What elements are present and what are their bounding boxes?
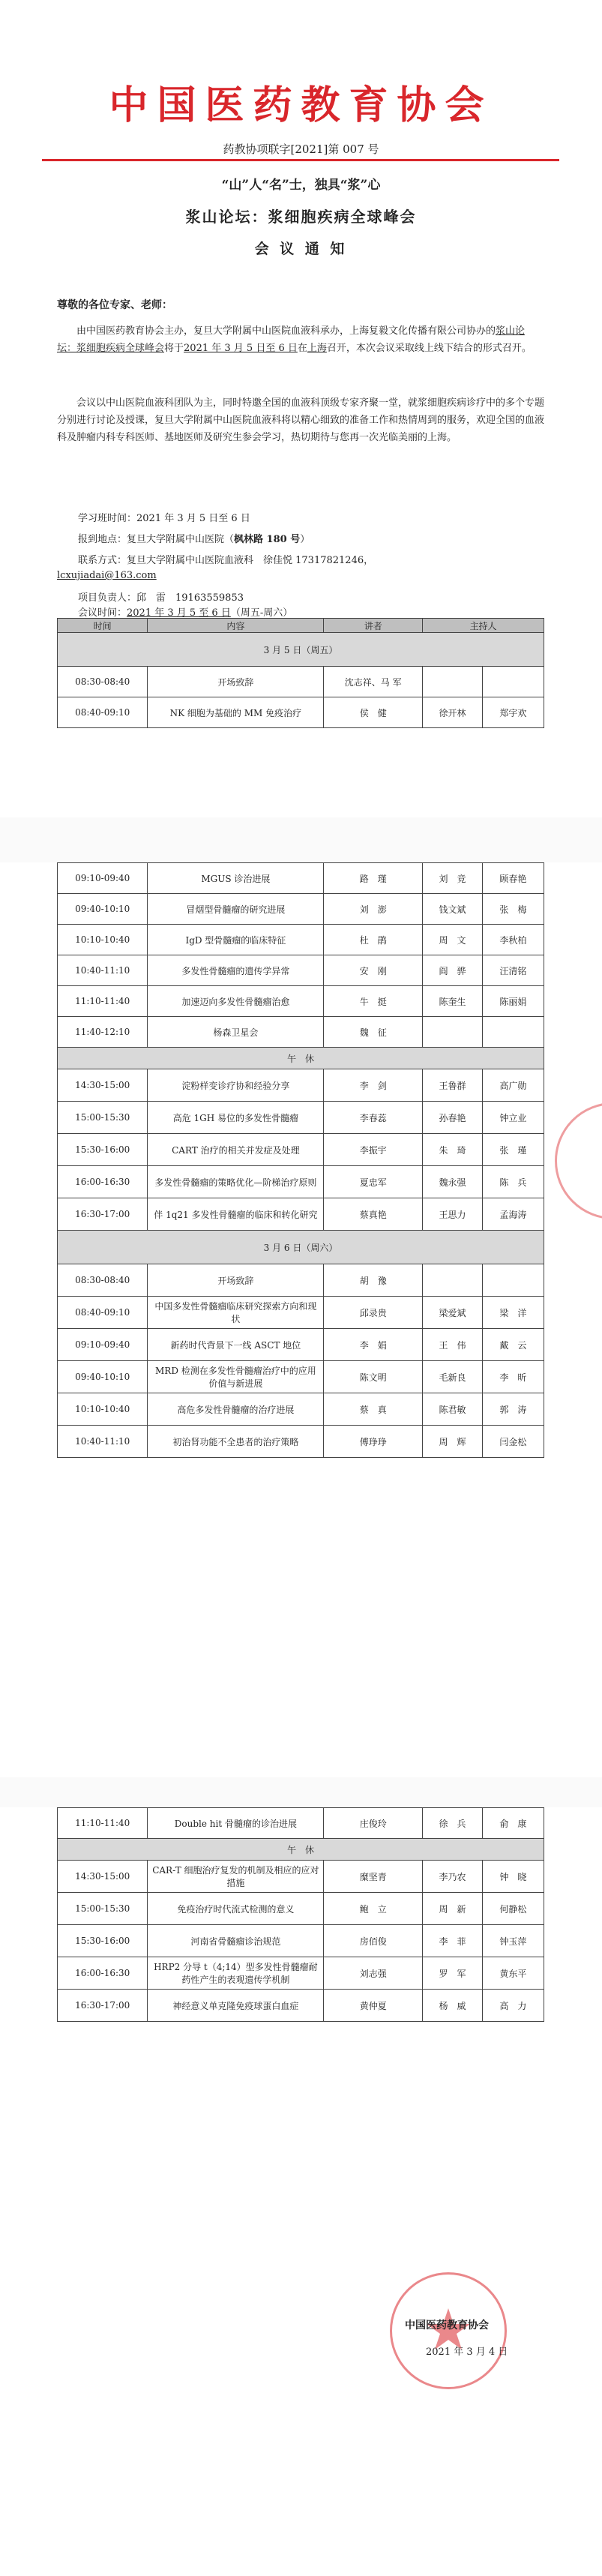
cell-topic: CART 治疗的相关并发症及处理 [148,1134,324,1166]
table-row [58,1893,544,1925]
table-row [58,863,544,894]
table-row [58,1017,544,1048]
cell-host-2: 张 瑾 [482,1134,544,1166]
cell-host-1: 李乃农 [423,1861,483,1893]
cell-speaker: 傅琤琤 [324,1426,423,1458]
cell-topic: NK 细胞为基础的 MM 免疫治疗 [148,697,324,728]
cell-host-1: 王 伟 [423,1329,483,1361]
cell-host-1: 梁爱斌 [423,1297,483,1329]
cell-host-1: 毛新良 [423,1361,483,1393]
cell-topic: 杨森卫星会 [148,1017,324,1048]
cell-host-2: 张 梅 [482,894,544,925]
cell-host-2: 戴 云 [482,1329,544,1361]
page-1 [0,0,602,817]
lunch-break-row [58,1048,544,1069]
cell-topic: 河南省骨髓瘤诊治规范 [148,1925,324,1957]
cell-time: 10:10-10:40 [58,1393,148,1426]
table-row [58,1808,544,1839]
cell-host-2: 李秋柏 [482,925,544,955]
cell-host-1: 周 新 [423,1893,483,1925]
table-row [58,1957,544,1990]
cell-host-1: 杨 威 [423,1990,483,2022]
cell-speaker: 杜 鹃 [324,925,423,955]
day-1-label-row: 3 月 5 日（周五） [58,633,544,667]
cell-time: 10:40-11:10 [58,1426,148,1458]
cell-speaker: 李 娟 [324,1329,423,1361]
page-gap [0,817,602,862]
cell-host-1: 罗 军 [423,1957,483,1990]
cell-host-1: 钱文斌 [423,894,483,925]
cell-time: 09:10-09:40 [58,1329,148,1361]
cell-host-1: 徐 兵 [423,1808,483,1839]
day-2-label-row [58,1231,544,1264]
table-row [58,1102,544,1134]
cell-topic: 高危多发性骨髓瘤的治疗进展 [148,1393,324,1426]
cell-time: 16:30-17:00 [58,1990,148,2022]
cell-host-2: 梁 洋 [482,1297,544,1329]
cell-host-2: 高 力 [482,1990,544,2022]
cell-topic: 免疫治疗时代流式检测的意义 [148,1893,324,1925]
red-divider [42,159,559,161]
cell-topic: 初治肾功能不全患者的治疗策略 [148,1426,324,1458]
cell-topic: 伴 1q21 多发性骨髓瘤的临床和转化研究 [148,1198,324,1231]
table-row [58,1297,544,1329]
table-row [58,1134,544,1166]
cell-time: 11:10-11:40 [58,1808,148,1839]
table-row [58,667,544,697]
cell-host-1: 王鲁群 [423,1069,483,1102]
cell-host-1: 朱 琦 [423,1134,483,1166]
table-row [58,1069,544,1102]
cell-topic: 高危 1GH 易位的多发性骨髓瘤 [148,1102,324,1134]
cell-speaker: 蔡 真 [324,1393,423,1426]
cell-host-2: 郑宇欢 [482,697,544,728]
cell-host-1: 孙春艳 [423,1102,483,1134]
day-2-label-row-text: 3 月 6 日（周六） [58,1231,544,1264]
cell-time: 14:30-15:00 [58,1861,148,1893]
cell-time: 16:00-16:30 [58,1957,148,1990]
cell-time: 15:30-16:00 [58,1925,148,1957]
table-row [58,697,544,728]
cell-topic: 淀粉样变诊疗协和经验分享 [148,1069,324,1102]
cell-topic: MRD 检测在多发性骨髓瘤治疗中的应用价值与新进展 [148,1361,324,1393]
project-manager: 项目负责人：邱 雷 19163559853 [78,592,244,604]
greeting: 尊敬的各位专家、老师： [57,299,172,311]
cell-topic: MGUS 诊治进展 [148,863,324,894]
cell-speaker: 庄俊玲 [324,1808,423,1839]
schedule-table-1 [57,618,544,728]
cell-host-2: 孟海涛 [482,1198,544,1231]
cell-speaker: 安 刚 [324,955,423,986]
cell-speaker: 魏 征 [324,1017,423,1048]
venue: 报到地点：复旦大学附属中山医院（枫林路 180 号） [78,534,310,545]
cell-host-1 [423,667,483,697]
lunch-break-row [58,1839,544,1861]
cell-speaker: 李 剑 [324,1069,423,1102]
cell-topic: IgD 型骨髓瘤的临床特征 [148,925,324,955]
cell-speaker: 鲍 立 [324,1893,423,1925]
forum-title: 浆山论坛：浆细胞疾病全球峰会 [185,208,417,226]
cell-time: 09:10-09:40 [58,863,148,894]
cell-speaker: 沈志祥、马 军 [324,667,423,697]
cell-time: 09:40-10:10 [58,1361,148,1393]
signature-date: 2021 年 3 月 4 日 [426,2347,508,2358]
cell-host-1: 陈君敏 [423,1393,483,1426]
paragraph-2: 会议以中山医院血液科团队为主，同时特邀全国的血液科顶级专家齐聚一堂，就浆细胞疾病诊疗中的多个专题分别进行讨论及授课，复旦大学附属中山医院血液科将以精心细致的准备工作和热情周到的服务，欢迎全国的血液科及肿瘤内科专科医师、基地医师及研究生参会学习，热切期待与您再一次光临美丽的上海。 [57,397,545,443]
lunch-break-row-text: 午 休 [58,1048,544,1069]
email-link[interactable]: lcxujiadai@163.com [57,570,157,581]
table-row [58,1361,544,1393]
cell-host-1: 陈奎生 [423,986,483,1017]
table-row [58,894,544,925]
cell-topic: 多发性骨髓瘤的策略优化—阶梯治疗原则 [148,1166,324,1198]
cell-host-2: 黄东平 [482,1957,544,1990]
cell-topic: 开场致辞 [148,667,324,697]
table-row [58,1925,544,1957]
cell-speaker: 胡 豫 [324,1264,423,1297]
cell-host-2: 陈丽娟 [482,986,544,1017]
cell-host-2: 俞 康 [482,1808,544,1839]
cell-time: 08:30-08:40 [58,1264,148,1297]
cell-time: 08:30-08:40 [58,667,148,697]
cell-host-2: 钟玉萍 [482,1925,544,1957]
table-row [58,1329,544,1361]
cell-speaker: 蔡真艳 [324,1198,423,1231]
cell-time: 08:40-09:10 [58,697,148,728]
meeting-time: 会议时间：2021 年 3 月 5 至 6 日（周五-周六） [78,607,293,619]
cell-host-1: 李 菲 [423,1925,483,1957]
table-row [58,955,544,986]
schedule-table-3 [57,1807,544,2022]
seal-stamp-partial [555,1102,602,1219]
cell-speaker: 侯 健 [324,697,423,728]
cell-time: 14:30-15:00 [58,1069,148,1102]
cell-speaker: 刘志强 [324,1957,423,1990]
cell-time: 11:10-11:40 [58,986,148,1017]
study-time: 学习班时间：2021 年 3 月 5 日至 6 日 [78,513,250,524]
cell-host-2: 李 昕 [482,1361,544,1393]
cell-host-1: 周 辉 [423,1426,483,1458]
cell-topic: 多发性骨髓瘤的遗传学异常 [148,955,324,986]
cell-host-2 [482,667,544,697]
cell-speaker: 刘 澎 [324,894,423,925]
cell-time: 11:40-12:10 [58,1017,148,1048]
cell-host-2: 何静松 [482,1893,544,1925]
cell-host-1: 徐开林 [423,697,483,728]
table-row [58,1198,544,1231]
cell-host-1 [423,1017,483,1048]
signature-org: 中国医药教育协会 [405,2320,489,2332]
cell-time: 16:30-17:00 [58,1198,148,1231]
cell-time: 15:00-15:30 [58,1102,148,1134]
cell-topic: 神经意义单克隆免疫球蛋白血症 [148,1990,324,2022]
notice-title: 会 议 通 知 [254,241,348,257]
cell-speaker: 房佰俊 [324,1925,423,1957]
cell-topic: Double hit 骨髓瘤的诊治进展 [148,1808,324,1839]
cell-host-2: 钟立业 [482,1102,544,1134]
cell-host-1: 周 文 [423,925,483,955]
table-row [58,1426,544,1458]
cell-host-1: 王思力 [423,1198,483,1231]
cell-host-1 [423,1264,483,1297]
cell-speaker: 陈文明 [324,1361,423,1393]
doc-number: 药教协项联字[2021]第 007 号 [223,142,379,156]
cell-speaker: 邱录贵 [324,1297,423,1329]
cell-host-2: 顾春艳 [482,863,544,894]
table-row [58,1393,544,1426]
cell-speaker: 糜坚青 [324,1861,423,1893]
table-row [58,925,544,955]
cell-speaker: 黄仲夏 [324,1990,423,2022]
cell-time: 15:30-16:00 [58,1134,148,1166]
cell-speaker: 牛 挺 [324,986,423,1017]
page-2 [0,862,602,1777]
cell-speaker: 路 瑾 [324,863,423,894]
cell-speaker: 李振宇 [324,1134,423,1166]
table-row [58,1861,544,1893]
cell-time: 10:10-10:40 [58,925,148,955]
cell-topic: 开场致辞 [148,1264,324,1297]
cell-time: 09:40-10:10 [58,894,148,925]
lunch-break-row-text: 午 休 [58,1839,544,1861]
cell-topic: 加速迈向多发性骨髓瘤治愈 [148,986,324,1017]
table-row [58,1166,544,1198]
table-row [58,1990,544,2022]
contact: 联系方式：复旦大学附属中山医院血液科 徐佳悦 17317821246， [78,555,374,566]
cell-host-2: 郭 涛 [482,1393,544,1426]
cell-host-2: 闫金松 [482,1426,544,1458]
cell-host-1: 魏永强 [423,1166,483,1198]
cell-host-2: 高广勋 [482,1069,544,1102]
cell-time: 08:40-09:10 [58,1297,148,1329]
cell-speaker: 夏忠军 [324,1166,423,1198]
page-gap [0,1777,602,1807]
cell-host-2: 钟 晓 [482,1861,544,1893]
table-row [58,1264,544,1297]
cell-topic: HRP2 分导 t（4;14）型多发性骨髓瘤耐药性产生的表观遗传学机制 [148,1957,324,1990]
slogan: “山”人“名”士，独具“浆”心 [221,178,381,193]
paragraph-1: 由中国医药教育协会主办，复旦大学附属中山医院血液科承办，上海复毅文化传播有限公司协办的浆山论坛：浆细胞疾病全球峰会将于2021 年 3 月 5 日至 6 日在上海召开，本次会议采取线上线下结合的形式召开。 [57,325,532,354]
cell-topic: CAR-T 细胞治疗复发的机制及相应的应对措施 [148,1861,324,1893]
cell-time: 15:00-15:30 [58,1893,148,1925]
cell-host-2: 陈 兵 [482,1166,544,1198]
cell-host-2 [482,1264,544,1297]
table-header: 时间 内容 讲者 主持人 [58,619,544,633]
cell-topic: 冒烟型骨髓瘤的研究进展 [148,894,324,925]
cell-host-1: 阎 骅 [423,955,483,986]
cell-topic: 新药时代背景下一线 ASCT 地位 [148,1329,324,1361]
cell-time: 16:00-16:30 [58,1166,148,1198]
cell-time: 10:40-11:10 [58,955,148,986]
org-title: 中国医药教育协会 [109,83,493,128]
schedule-table-2 [57,862,544,1458]
cell-topic: 中国多发性骨髓瘤临床研究探索方向和现状 [148,1297,324,1329]
cell-host-2: 汪清铭 [482,955,544,986]
page-3 [0,1807,602,2576]
table-row [58,986,544,1017]
cell-speaker: 李春蕊 [324,1102,423,1134]
cell-host-2 [482,1017,544,1048]
cell-host-1: 刘 竞 [423,863,483,894]
